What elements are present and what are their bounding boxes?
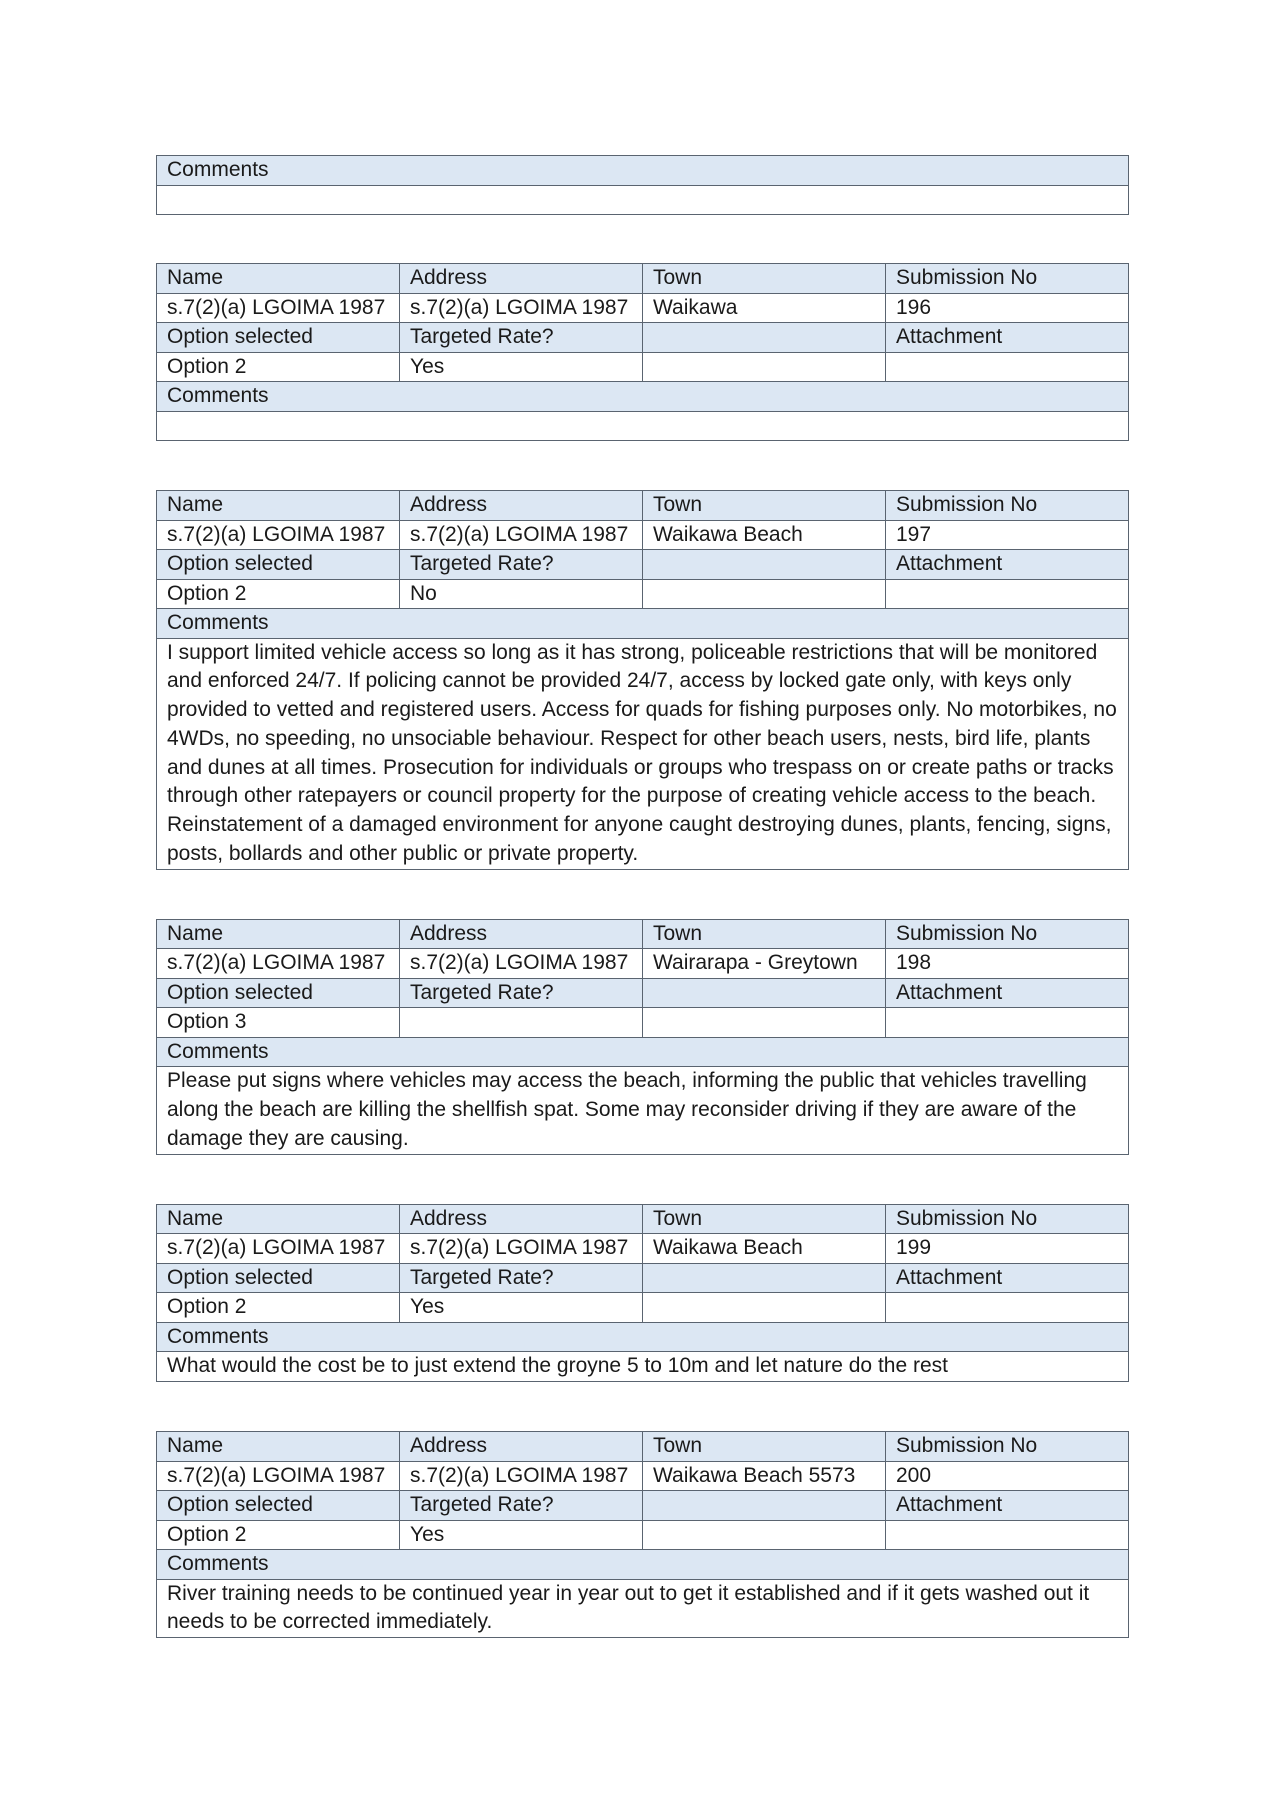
town-value: Waikawa [643, 293, 886, 323]
comments-text [157, 185, 1129, 215]
name-header: Name [157, 1432, 400, 1462]
comments-label: Comments [157, 156, 1129, 186]
submission-no-header: Submission No [886, 919, 1129, 949]
comments-label: Comments [157, 382, 1129, 412]
town-header: Town [643, 919, 886, 949]
targeted-rate-value: Yes [400, 1520, 643, 1550]
submission-no-header: Submission No [886, 1204, 1129, 1234]
attachment-value [886, 1520, 1129, 1550]
option-value: Option 2 [157, 1520, 400, 1550]
attachment-value [886, 1008, 1129, 1038]
town-value: Wairarapa - Greytown [643, 949, 886, 979]
empty-value-cell [643, 1293, 886, 1323]
attachment-header: Attachment [886, 550, 1129, 580]
submission-no-value: 197 [886, 520, 1129, 550]
table-spacer [156, 1155, 1129, 1204]
submission-no-value: 198 [886, 949, 1129, 979]
empty-value-cell [643, 1520, 886, 1550]
comments-text: I support limited vehicle access so long as it has strong, policeable restrictions that will be monitored and enforced 24/7. If policing cannot be provided 24/7, access by locked gate only, with keys only provided to vetted and registered users. Access for quads for fishing purposes only. No motorbikes, no 4WDs, no speeding, no unsociable behaviour. Respect for other beach users, nests, bird life, plants and dunes at all times. Prosecution for individuals or groups who trespass on or create paths or tracks through other ratepayers or council property for the purpose of creating vehicle access to the beach. Reinstatement of a damaged environment for anyone caught destroying dunes, plants, fencing, signs, posts, bollards and other public or private property. [157, 638, 1129, 869]
attachment-value [886, 579, 1129, 609]
table-spacer [156, 441, 1129, 490]
town-value: Waikawa Beach 5573 [643, 1461, 886, 1491]
document-page [156, 155, 1129, 1638]
name-value: s.7(2)(a) LGOIMA 1987 [157, 1234, 400, 1264]
option-value: Option 2 [157, 1293, 400, 1323]
option-selected-header: Option selected [157, 550, 400, 580]
option-value: Option 3 [157, 1008, 400, 1038]
submission-no-header: Submission No [886, 264, 1129, 294]
address-header: Address [400, 264, 643, 294]
town-header: Town [643, 1204, 886, 1234]
targeted-rate-value: No [400, 579, 643, 609]
town-value: Waikawa Beach [643, 1234, 886, 1264]
submission-no-value: 199 [886, 1234, 1129, 1264]
address-header: Address [400, 1204, 643, 1234]
empty-header-cell [643, 550, 886, 580]
address-header: Address [400, 919, 643, 949]
name-value: s.7(2)(a) LGOIMA 1987 [157, 1461, 400, 1491]
empty-header-cell [643, 978, 886, 1008]
address-value: s.7(2)(a) LGOIMA 1987 [400, 293, 643, 323]
attachment-value [886, 1293, 1129, 1323]
option-selected-header: Option selected [157, 978, 400, 1008]
name-value: s.7(2)(a) LGOIMA 1987 [157, 949, 400, 979]
attachment-header: Attachment [886, 1491, 1129, 1521]
address-value: s.7(2)(a) LGOIMA 1987 [400, 1461, 643, 1491]
option-selected-header: Option selected [157, 323, 400, 353]
submission-list [156, 263, 1129, 1638]
empty-value-cell [643, 1008, 886, 1038]
comments-label: Comments [157, 1550, 1129, 1580]
table-spacer [156, 1382, 1129, 1431]
town-value: Waikawa Beach [643, 520, 886, 550]
comments-text: Please put signs where vehicles may access the beach, informing the public that vehicles travelling along the beach are killing the shellfish spat. Some may reconsider driving if they are aware of the damage they are causing. [157, 1067, 1129, 1154]
address-header: Address [400, 1432, 643, 1462]
address-value: s.7(2)(a) LGOIMA 1987 [400, 949, 643, 979]
targeted-rate-header: Targeted Rate? [400, 323, 643, 353]
comments-label: Comments [157, 1037, 1129, 1067]
option-value: Option 2 [157, 352, 400, 382]
town-header: Town [643, 1432, 886, 1462]
option-selected-header: Option selected [157, 1263, 400, 1293]
option-selected-header: Option selected [157, 1491, 400, 1521]
targeted-rate-header: Targeted Rate? [400, 1263, 643, 1293]
name-header: Name [157, 264, 400, 294]
targeted-rate-header: Targeted Rate? [400, 978, 643, 1008]
attachment-header: Attachment [886, 323, 1129, 353]
attachment-value [886, 352, 1129, 382]
empty-value-cell [643, 579, 886, 609]
comments-label: Comments [157, 1322, 1129, 1352]
name-header: Name [157, 1204, 400, 1234]
submission-no-header: Submission No [886, 1432, 1129, 1462]
address-value: s.7(2)(a) LGOIMA 1987 [400, 1234, 643, 1264]
option-value: Option 2 [157, 579, 400, 609]
comments-text [157, 411, 1129, 441]
submission-table [156, 263, 1129, 441]
empty-header-cell [643, 1491, 886, 1521]
targeted-rate-value [400, 1008, 643, 1038]
name-header: Name [157, 919, 400, 949]
attachment-header: Attachment [886, 1263, 1129, 1293]
empty-value-cell [643, 352, 886, 382]
address-value: s.7(2)(a) LGOIMA 1987 [400, 520, 643, 550]
targeted-rate-value: Yes [400, 352, 643, 382]
empty-header-cell [643, 323, 886, 353]
address-header: Address [400, 491, 643, 521]
comments-label: Comments [157, 609, 1129, 639]
name-value: s.7(2)(a) LGOIMA 1987 [157, 520, 400, 550]
name-value: s.7(2)(a) LGOIMA 1987 [157, 293, 400, 323]
town-header: Town [643, 491, 886, 521]
submission-table [156, 1204, 1129, 1382]
town-header: Town [643, 264, 886, 294]
name-header: Name [157, 491, 400, 521]
empty-header-cell [643, 1263, 886, 1293]
table-spacer [156, 870, 1129, 919]
submission-table [156, 919, 1129, 1155]
submission-no-value: 200 [886, 1461, 1129, 1491]
submission-no-value: 196 [886, 293, 1129, 323]
attachment-header: Attachment [886, 978, 1129, 1008]
targeted-rate-value: Yes [400, 1293, 643, 1323]
submission-table [156, 1431, 1129, 1638]
comments-text: What would the cost be to just extend the groyne 5 to 10m and let nature do the rest [157, 1352, 1129, 1382]
comments-text: River training needs to be continued year in year out to get it established and if it gets washed out it needs to be corrected immediately. [157, 1579, 1129, 1638]
submission-table [156, 490, 1129, 870]
submission-no-header: Submission No [886, 491, 1129, 521]
submission-comments-table [156, 155, 1129, 215]
targeted-rate-header: Targeted Rate? [400, 1491, 643, 1521]
targeted-rate-header: Targeted Rate? [400, 550, 643, 580]
